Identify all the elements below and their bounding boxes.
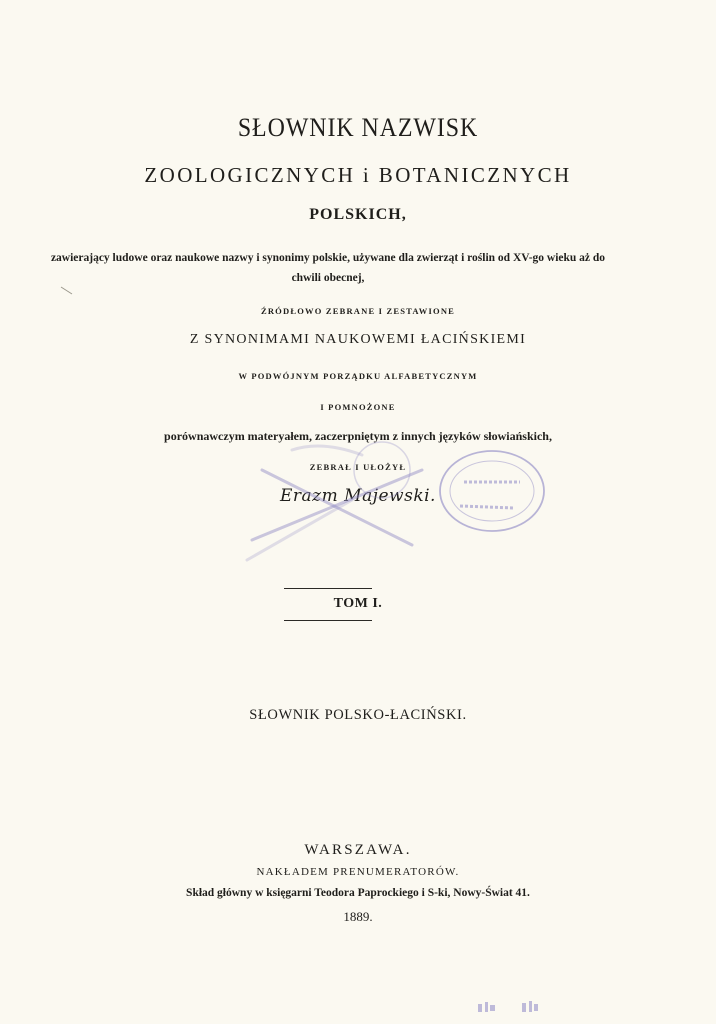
library-stamp-left xyxy=(232,430,442,580)
augmented-note: I POMNOŻONE xyxy=(320,402,396,412)
synonyms-note: Z SYNONIMAMI NAUKOWEMI ŁACIŃSKIEMI xyxy=(189,332,527,347)
tom-rule-bottom xyxy=(284,620,372,621)
library-stamp-right xyxy=(436,446,548,536)
description: zawierający ludowe oraz naukowe nazwy i synonimy polskie, używane dla zwierząt i roślin od XV-go wieku aż do chwili obecnej, xyxy=(50,252,606,284)
author-name: Erazm Majewski. xyxy=(280,486,436,506)
tom-rule-top xyxy=(284,588,372,589)
dictionary-part-title: SŁOWNIK POLSKO-ŁACIŃSKI. xyxy=(249,707,467,723)
bookstore-note: Skład główny w księgarni Teodora Paprockiego i S-ki, Nowy-Świat 41. xyxy=(186,887,530,899)
publication-city: WARSZAWA. xyxy=(304,842,412,858)
publication-year: 1889. xyxy=(343,909,373,924)
book-title: SŁOWNIK NAZWISK xyxy=(237,113,479,142)
library-mark-bottom xyxy=(476,998,556,1016)
margin-tick xyxy=(60,286,74,296)
order-note: W PODWÓJNYM PORZĄDKU ALFABETYCZNYM xyxy=(238,371,478,381)
author-credit-label: ZEBRAŁ I UŁOŻYŁ xyxy=(309,462,407,472)
volume-label: TOM I. xyxy=(333,596,383,611)
compiled-note: ŹRÓDŁOWO ZEBRANE I ZESTAWIONE xyxy=(260,306,456,316)
comparative-note: porównawczym materyałem, zaczerpniętym z innych języków słowiańskich, xyxy=(164,429,552,443)
book-subtitle: ZOOLOGICZNYCH i BOTANICZNYCH xyxy=(144,163,572,187)
subtitle-polskich: POLSKICH, xyxy=(309,206,407,223)
publisher-note: NAKŁADEM PRENUMERATORÓW. xyxy=(256,866,460,878)
